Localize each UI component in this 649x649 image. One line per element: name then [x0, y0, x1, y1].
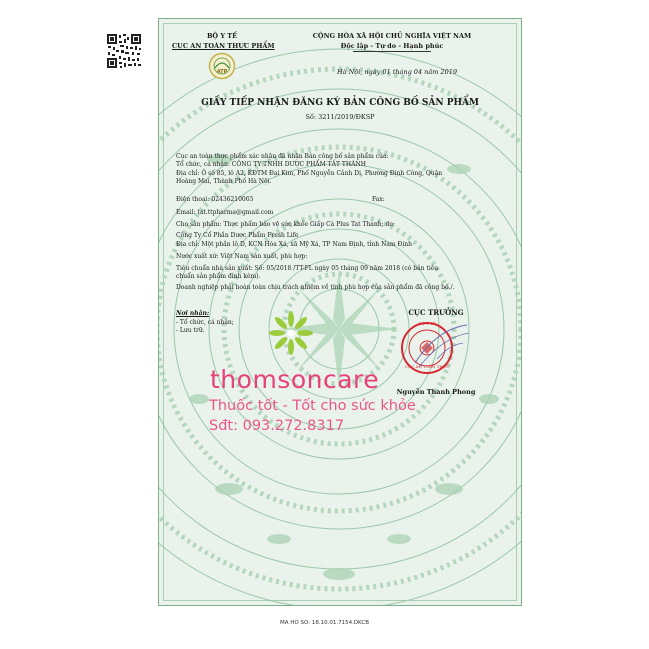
national-motto: Độc lập - Tự do - Hạnh phúc — [340, 42, 444, 50]
signatory-name: Nguyễn Thanh Phong — [396, 388, 476, 396]
recipient-item: - Lưu trữ. — [176, 327, 205, 334]
body-line-origin: Nước xuất xứ: Việt Nam sản xuất, phù hợp: — [176, 253, 308, 260]
agency-name: CỤC AN TOÀN THỰC PHẨM — [172, 42, 275, 50]
body-line-standard: Tiêu chuẩn nhà sản xuất: Số: 05/2018 /TT-FL ngày 05 tháng 09 năm 2018 (có bản tiêu — [176, 265, 439, 272]
body-line-manufacturer: Công Ty Cổ Phần Dược Phẩm Fresh Life — [176, 232, 299, 239]
agency-logo-icon — [208, 52, 236, 80]
body-line-address: Địa chỉ: Ô số 85, lô A2, KĐTM Đại Kim, Phố Nguyễn Cảnh Dị, Phường Định Công, Quận — [176, 170, 443, 177]
body-line-address-cont: Hoàng Mai, Thành Phố Hà Nội. — [176, 178, 272, 185]
nation-name: CỘNG HÒA XÃ HỘI CHỦ NGHĨA VIỆT NAM — [312, 32, 472, 40]
body-line-email: Email: tat.ttpharma@gmail.com — [176, 209, 274, 216]
ministry-name: BỘ Y TẾ — [206, 32, 238, 40]
document-number: Số: 3211/2019/ĐKSP — [305, 113, 375, 121]
body-line-org: Tổ chức, cá nhân: CÔNG TY TNHH DƯỢC PHẨM TẤT THÀNH — [176, 161, 366, 168]
recipient-item: - Tổ chức, cá nhân; — [176, 319, 234, 326]
flower-logo-icon — [268, 310, 314, 356]
signatory-role: CỤC TRƯỞNG — [408, 308, 464, 317]
body-line-responsibility: Doanh nghiệp phải hoàn toàn chịu trách nhiệm về tính phù hợp của sản phẩm đã công bố./. — [176, 284, 455, 291]
brand-watermark: thomsoncare — [210, 365, 380, 394]
qr-code — [106, 33, 142, 69]
recipients-title: Nơi nhận: — [176, 310, 210, 317]
document-title: GIẤY TIẾP NHẬN ĐĂNG KÝ BẢN CÔNG BỐ SẢN PHẨM — [201, 98, 479, 108]
body-line-fax: Fax: — [372, 196, 385, 203]
seal-bottom-text: CỤC AN TOÀN THỰC — [404, 364, 450, 369]
svg-text:ATP: ATP — [216, 69, 228, 75]
seal-top-text: BỘ Y TẾ — [418, 321, 436, 326]
motto-underline — [353, 51, 431, 52]
body-line-standard-cont: chuẩn sản phẩm đính kèm). — [176, 273, 261, 280]
brand-phone: Sđt: 093.272.8317 — [209, 418, 345, 434]
body-line-product: Cho sản phẩm: Thực phẩm bảo vệ sức khỏe Giấp Cá Plus Tat Thanh; do: — [176, 221, 395, 228]
body-line-manufacturer-address: Địa chỉ: Một phần lô D, KCN Hòa Xá, xã Mỹ Xá, TP Nam Định, tỉnh Nam Định — [176, 241, 412, 248]
body-line-intro: Cục an toàn thực phẩm xác nhận đã nhận Bản công bố sản phẩm của: — [176, 153, 389, 160]
brand-slogan: Thuốc tốt - Tốt cho sức khỏe — [209, 398, 416, 414]
place-date: Hà Nội, ngày 01 tháng 04 năm 2019 — [337, 68, 457, 76]
body-line-phone: Điện thoại: 02436210065 — [176, 196, 254, 203]
dossier-code: MA HO SO: 18.10.01.7154.DKCB — [280, 620, 369, 626]
